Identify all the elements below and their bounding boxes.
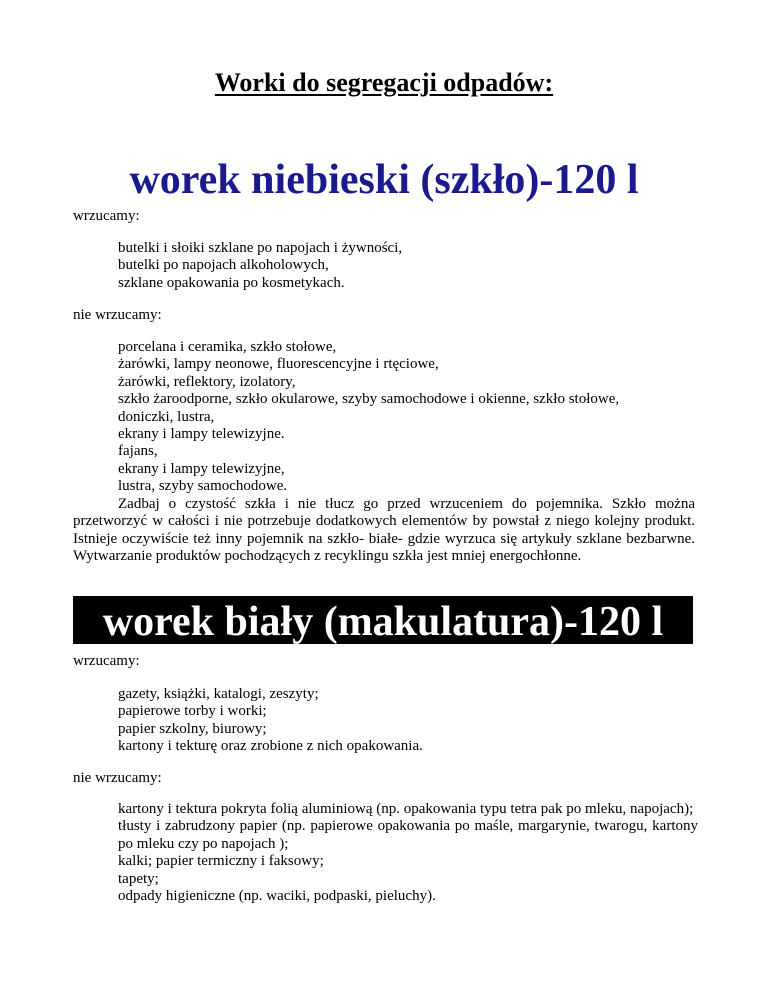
list-item: ekrany i lampy telewizyjne,	[118, 460, 285, 477]
list-item: tłusty i zabrudzony papier (np. papierowe opakowania po maśle, margarynie, twarogu, kartony po mleku czy po napojach );	[118, 818, 698, 852]
list-item: kalki; papier termiczny i faksowy;	[118, 853, 324, 870]
page-title: Worki do segregacji odpadów:	[214, 68, 554, 97]
list-item: szklane opakowania po kosmetykach.	[118, 274, 345, 291]
list-item: odpady higieniczne (np. waciki, podpaski, pieluchy).	[118, 888, 436, 905]
forbidden-label-paper: nie wrzucamy:	[73, 770, 162, 786]
allowed-label-paper: wrzucamy:	[73, 653, 140, 669]
list-item: tapety;	[118, 870, 159, 887]
list-item: kartony i tekturę oraz zrobione z nich opakowania.	[118, 738, 423, 755]
list-item: fajans,	[118, 443, 158, 460]
list-item: papier szkolny, biurowy;	[118, 720, 267, 737]
list-item: żarówki, reflektory, izolatory,	[118, 373, 296, 390]
list-item: butelki po napojach alkoholowych,	[118, 257, 329, 274]
forbidden-list-glass	[118, 339, 698, 496]
section-heading-glass: worek niebieski (szkło)-120 l	[129, 157, 639, 203]
list-item: papierowe torby i worki;	[118, 703, 267, 720]
allowed-label-glass: wrzucamy:	[73, 208, 140, 224]
list-item: butelki i słoiki szklane po napojach i żywności,	[118, 240, 403, 256]
list-item: ekrany i lampy telewizyjne.	[118, 426, 285, 443]
forbidden-label-glass: nie wrzucamy:	[73, 307, 162, 323]
list-item: doniczki, lustra,	[118, 408, 215, 425]
forbidden-list-paper	[118, 801, 698, 905]
allowed-list-paper	[118, 686, 698, 756]
allowed-list-glass	[118, 240, 698, 292]
list-item: porcelana i ceramika, szkło stołowe,	[118, 339, 337, 355]
list-item: kartony i tektura pokryta folią aluminiową (np. opakowania typu tetra pak po mleku, napojach);	[118, 801, 694, 817]
list-item: szkło żaroodporne, szkło okularowe, szyby samochodowe i okienne, szkło stołowe,	[118, 391, 620, 408]
section-heading-paper: worek biały (makulatura)-120 l	[73, 596, 693, 644]
list-item: żarówki, lampy neonowe, fluorescencyjne i rtęciowe,	[118, 356, 439, 373]
list-item: gazety, książki, katalogi, zeszyty;	[118, 686, 319, 702]
glass-note-paragraph: Zadbaj o czystość szkła i nie tłucz go przed wrzuceniem do pojemnika. Szkło można przetworzyć w całości i nie potrzebuje dodatkowych elementów by powstał z niego kolejny produkt. Istnieje oczywiście też inny pojemnik na szkło- białe- gdzie wyrzuca się artykuły szklane bezbarwne. Wytwarzanie produktów pochodzących z recyklingu szkła jest mniej energochłonne.	[73, 496, 695, 565]
list-item: lustra, szyby samochodowe.	[118, 478, 288, 495]
